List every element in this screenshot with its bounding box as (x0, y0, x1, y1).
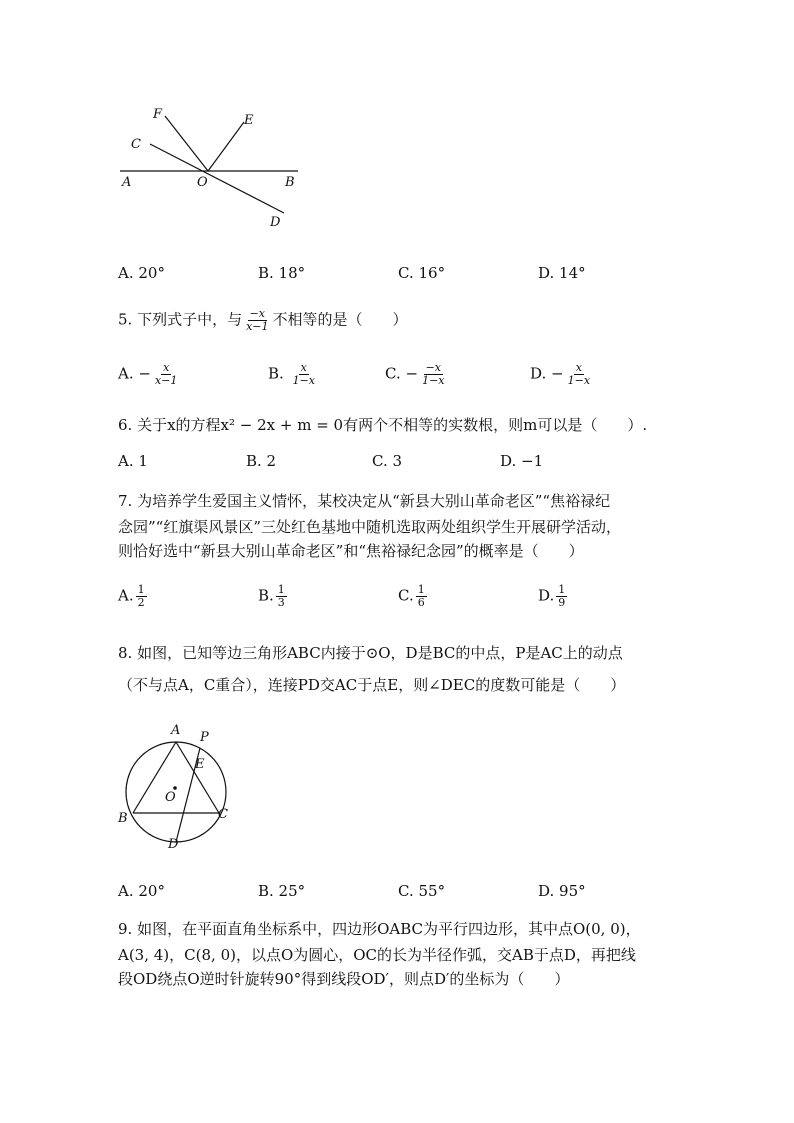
q5-option-a-sign: − (138, 364, 151, 383)
q5-option-d-num: x (575, 361, 582, 374)
q5-option-c-fraction (420, 362, 446, 387)
q5-option-d-sign: − (551, 364, 564, 383)
line-cd (150, 144, 284, 213)
q8-line-2: （不与点A，C重合），连接PD交AC于点E，则∠DEC的度数可能是（ ） (118, 676, 626, 694)
q7-line-2: 念园”“红旗渠风景区”三处红色基地中随机选取两处组织学生开展研学活动， (118, 518, 622, 536)
q7-option-a[interactable] (118, 584, 149, 609)
q5-frac-den: x−1 (246, 320, 269, 333)
q4-option-c[interactable]: C. 16° (398, 264, 446, 282)
q6-option-d[interactable]: D. −1 (500, 452, 544, 470)
q4-option-a[interactable]: A. 20° (118, 264, 165, 282)
label-a: A (171, 723, 181, 738)
circle-o (126, 742, 226, 842)
label-a: A (122, 175, 132, 190)
label-o: O (197, 175, 208, 190)
q7-option-c-fraction (416, 584, 427, 609)
q7-option-d-fraction (556, 584, 567, 609)
q5-option-c-letter: C. (385, 364, 401, 383)
label-b: B (118, 811, 128, 826)
q5-stem-pre: 5. 下列式子中，与 (118, 310, 243, 329)
q5-stem-fraction (244, 308, 270, 333)
q6-option-b[interactable]: B. 2 (246, 452, 277, 470)
q4-option-b[interactable]: B. 18° (258, 264, 306, 282)
q4-option-d[interactable]: D. 14° (538, 264, 586, 282)
q5-option-d[interactable] (530, 362, 594, 387)
label-d: D (168, 837, 179, 852)
label-p: P (200, 730, 209, 745)
q5-option-a-num: x (163, 361, 170, 374)
q7-option-d-letter: D. (538, 586, 555, 605)
q5-option-a-letter: A. (118, 364, 134, 383)
q7-option-c-den: 6 (417, 596, 425, 609)
q7-option-d[interactable] (538, 584, 569, 609)
q5-option-b-letter: B. (268, 364, 284, 383)
q7-line-1: 7. 为培养学生爱国主义情怀，某校决定从“新县大别山革命老区”“焦裕禄纪 (118, 492, 611, 510)
q7-option-b-fraction (276, 584, 287, 609)
q7-option-c-num: 1 (417, 583, 425, 596)
q5-option-c[interactable] (385, 362, 449, 387)
q5-option-a-den: x−1 (154, 374, 178, 387)
q8-option-c[interactable]: C. 55° (398, 882, 446, 900)
q5-option-d-letter: D. (530, 364, 547, 383)
q8-option-a[interactable]: A. 20° (118, 882, 165, 900)
q7-option-a-letter: A. (118, 586, 134, 605)
q9-line-2: A(3, 4)，C(8, 0)，以点O为圆心，OC的长为半径作弧，交AB于点D，再把线 (118, 946, 636, 964)
q7-option-b[interactable] (258, 584, 289, 609)
label-d: D (270, 215, 281, 230)
q6-option-c[interactable]: C. 3 (372, 452, 403, 470)
label-f: F (153, 107, 163, 122)
q7-option-b-letter: B. (258, 586, 274, 605)
q7-option-d-den: 9 (558, 596, 566, 609)
label-o: O (165, 790, 176, 805)
q7-option-c[interactable] (398, 584, 429, 609)
q5-option-c-sign: − (405, 364, 419, 383)
label-e: E (244, 113, 254, 128)
q5-frac-num: −x (249, 307, 266, 320)
q7-option-c-letter: C. (398, 586, 414, 605)
q9-line-3: 段OD绕点O逆时针旋转90°得到线段OD′，则点D′的坐标为（ ） (118, 970, 570, 988)
q7-line-3: 则恰好选中“新县大别山革命老区”和“焦裕禄纪念园”的概率是（ ） (118, 542, 584, 560)
q8-line-1: 8. 如图，已知等边三角形ABC内接于⊙O，D是BC的中点，P是AC上的动点 (118, 644, 623, 662)
q5-option-b-fraction (291, 362, 317, 387)
label-b: B (285, 175, 295, 190)
q9-line-1: 9. 如图，在平面直角坐标系中，四边形OABC为平行四边形，其中点O(0, 0)， (118, 920, 641, 938)
q5-option-c-num: −x (425, 361, 441, 374)
line-oe (208, 122, 244, 171)
q5-option-d-den: 1−x (567, 374, 591, 387)
q5-option-c-den: 1−x (422, 374, 445, 387)
q5-option-a-fraction (153, 362, 179, 387)
label-c: C (131, 137, 141, 152)
q5-stem-post: 不相等的是（ ） (272, 310, 408, 329)
q8-option-d[interactable]: D. 95° (538, 882, 586, 900)
q7-option-b-den: 3 (277, 596, 285, 609)
q5-stem (118, 308, 408, 333)
q5-option-b-num: x (300, 361, 307, 374)
circle-figure (112, 716, 242, 856)
q7-option-a-den: 2 (137, 596, 145, 609)
q7-option-a-fraction (136, 584, 147, 609)
label-c: C (218, 807, 228, 822)
q7-option-a-num: 1 (137, 583, 145, 596)
q8-option-b[interactable]: B. 25° (258, 882, 306, 900)
q6-stem: 6. 关于x的方程x² − 2x + m = 0有两个不相等的实数根，则m可以是（ ）. (118, 416, 648, 434)
angle-figure (112, 100, 312, 235)
q5-option-a[interactable] (118, 362, 181, 387)
q5-option-b[interactable] (268, 362, 319, 387)
side-ac (176, 742, 219, 813)
q7-option-d-num: 1 (558, 583, 566, 596)
q6-option-a[interactable]: A. 1 (118, 452, 148, 470)
label-e: E (195, 757, 205, 772)
q7-option-b-num: 1 (277, 583, 285, 596)
q5-option-d-fraction (566, 362, 592, 387)
q5-option-b-den: 1−x (292, 374, 315, 387)
